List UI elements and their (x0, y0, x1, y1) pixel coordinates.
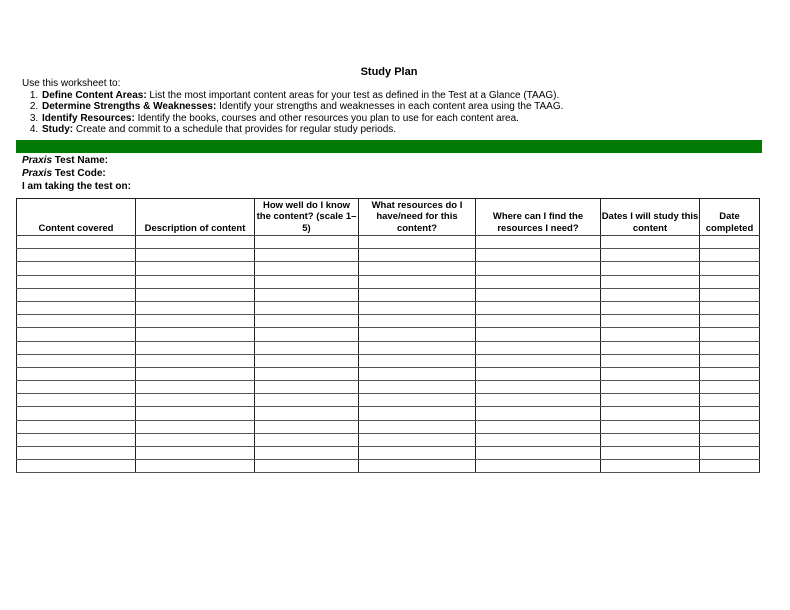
table-cell[interactable] (359, 381, 476, 394)
table-cell[interactable] (359, 262, 476, 275)
test-info-fields (22, 154, 131, 193)
table-row (17, 433, 760, 446)
table-cell[interactable] (17, 354, 136, 367)
table-cell[interactable] (700, 420, 760, 433)
table-cell[interactable] (700, 460, 760, 473)
table-cell[interactable] (359, 236, 476, 249)
table-row (17, 262, 760, 275)
table-cell[interactable] (255, 341, 359, 354)
praxis-label: Praxis (22, 168, 53, 179)
test-code-label: Test Code: (52, 168, 106, 179)
table-cell[interactable] (476, 381, 601, 394)
table-cell[interactable] (476, 460, 601, 473)
table-cell[interactable] (255, 301, 359, 314)
table-cell[interactable] (601, 381, 700, 394)
table-cell[interactable] (136, 447, 255, 460)
table-cell[interactable] (359, 275, 476, 288)
table-cell[interactable] (255, 394, 359, 407)
table-cell[interactable] (476, 354, 601, 367)
table-cell[interactable] (359, 407, 476, 420)
table-cell[interactable] (601, 460, 700, 473)
table-cell[interactable] (255, 420, 359, 433)
table-cell[interactable] (17, 394, 136, 407)
table-row (17, 394, 760, 407)
table-header-row (17, 199, 760, 236)
table-cell[interactable] (359, 288, 476, 301)
table-cell[interactable] (255, 354, 359, 367)
table-cell[interactable] (17, 341, 136, 354)
table-cell[interactable] (476, 301, 601, 314)
table-cell[interactable] (700, 288, 760, 301)
step-1 (41, 90, 563, 102)
table-cell[interactable] (136, 262, 255, 275)
column-header: Date completed (700, 199, 760, 236)
table-cell[interactable] (359, 394, 476, 407)
table-cell[interactable] (136, 341, 255, 354)
green-divider-bar (16, 140, 762, 153)
table-cell[interactable] (359, 433, 476, 446)
page-title: Study Plan (360, 66, 418, 78)
table-cell[interactable] (359, 249, 476, 262)
table-cell[interactable] (17, 262, 136, 275)
table-cell[interactable] (136, 381, 255, 394)
table-cell[interactable] (601, 249, 700, 262)
table-cell[interactable] (476, 262, 601, 275)
table-cell[interactable] (136, 407, 255, 420)
step-4-text: Create and commit to a schedule that provides for regular study periods. (73, 124, 397, 136)
table-cell[interactable] (255, 460, 359, 473)
table-cell[interactable] (476, 341, 601, 354)
study-plan-table (16, 198, 760, 473)
table-cell[interactable] (601, 367, 700, 380)
table-cell[interactable] (17, 381, 136, 394)
step-2 (41, 101, 563, 113)
table-cell[interactable] (136, 249, 255, 262)
table-cell[interactable] (255, 315, 359, 328)
table-row (17, 315, 760, 328)
table-cell[interactable] (700, 315, 760, 328)
table-row (17, 341, 760, 354)
table-cell[interactable] (476, 367, 601, 380)
table-cell[interactable] (601, 301, 700, 314)
table-cell[interactable] (255, 328, 359, 341)
table-cell[interactable] (700, 433, 760, 446)
step-4 (41, 124, 563, 136)
table-row (17, 447, 760, 460)
table-cell[interactable] (136, 420, 255, 433)
table-cell[interactable] (476, 447, 601, 460)
table-cell[interactable] (700, 301, 760, 314)
table-cell[interactable] (255, 381, 359, 394)
table-cell[interactable] (700, 341, 760, 354)
step-1-text: List the most important content areas for your test as defined in the Test at a Glance (TAAG). (146, 89, 560, 101)
table-cell[interactable] (700, 394, 760, 407)
test-date-field[interactable] (22, 180, 131, 193)
table-cell[interactable] (601, 275, 700, 288)
table-cell[interactable] (136, 236, 255, 249)
table-cell[interactable] (601, 262, 700, 275)
table-cell[interactable] (476, 328, 601, 341)
column-header: What resources do I have/need for this content? (359, 199, 476, 236)
column-header: How well do I know the content? (scale 1–5) (255, 199, 359, 236)
table-cell[interactable] (17, 236, 136, 249)
table-cell[interactable] (17, 315, 136, 328)
test-name-field[interactable] (22, 154, 131, 167)
table-cell[interactable] (700, 367, 760, 380)
table-cell[interactable] (17, 328, 136, 341)
table-cell[interactable] (476, 407, 601, 420)
table-cell[interactable] (601, 447, 700, 460)
table-row (17, 249, 760, 262)
table-cell[interactable] (17, 249, 136, 262)
table-cell[interactable] (136, 433, 255, 446)
table-cell[interactable] (359, 460, 476, 473)
table-row (17, 367, 760, 380)
table-row (17, 275, 760, 288)
table-cell[interactable] (700, 262, 760, 275)
table-cell[interactable] (476, 433, 601, 446)
table-cell[interactable] (476, 394, 601, 407)
instruction-steps (22, 90, 563, 136)
table-cell[interactable] (476, 275, 601, 288)
test-date-label: I am taking the test on: (22, 181, 131, 192)
table-cell[interactable] (136, 394, 255, 407)
table-cell[interactable] (700, 354, 760, 367)
step-2-heading: Determine Strengths & Weaknesses: (42, 101, 217, 113)
table-cell[interactable] (359, 301, 476, 314)
table-cell[interactable] (601, 420, 700, 433)
table-cell[interactable] (476, 236, 601, 249)
table-cell[interactable] (359, 447, 476, 460)
table-cell[interactable] (359, 420, 476, 433)
table-row (17, 288, 760, 301)
table-cell[interactable] (136, 460, 255, 473)
table-cell[interactable] (255, 288, 359, 301)
table-cell[interactable] (601, 433, 700, 446)
table-cell[interactable] (17, 288, 136, 301)
table-cell[interactable] (17, 460, 136, 473)
table-cell[interactable] (476, 420, 601, 433)
table-cell[interactable] (255, 367, 359, 380)
table-cell[interactable] (17, 367, 136, 380)
table-cell[interactable] (700, 328, 760, 341)
table-cell[interactable] (17, 301, 136, 314)
column-header: Content covered (17, 199, 136, 236)
table-cell[interactable] (700, 447, 760, 460)
table-cell[interactable] (359, 354, 476, 367)
table-cell[interactable] (601, 315, 700, 328)
column-header: Where can I find the resources I need? (476, 199, 601, 236)
test-code-field[interactable] (22, 167, 131, 180)
step-1-heading: Define Content Areas: (42, 89, 147, 101)
table-cell[interactable] (255, 447, 359, 460)
table-cell[interactable] (601, 328, 700, 341)
table-cell[interactable] (601, 288, 700, 301)
table-row (17, 420, 760, 433)
table-cell[interactable] (17, 447, 136, 460)
table-cell[interactable] (601, 394, 700, 407)
table-cell[interactable] (255, 262, 359, 275)
instructions-intro: Use this worksheet to: (22, 78, 121, 89)
table-cell[interactable] (700, 407, 760, 420)
table-cell[interactable] (601, 236, 700, 249)
step-3-heading: Identify Resources: (42, 112, 135, 124)
table-cell[interactable] (359, 341, 476, 354)
table-cell[interactable] (136, 354, 255, 367)
table-cell[interactable] (359, 367, 476, 380)
table-cell[interactable] (359, 315, 476, 328)
step-3-text: Identify the books, courses and other resources you plan to use for each content area. (134, 112, 519, 124)
table-cell[interactable] (601, 354, 700, 367)
table-cell[interactable] (17, 407, 136, 420)
table-cell[interactable] (255, 275, 359, 288)
table-cell[interactable] (17, 420, 136, 433)
table-cell[interactable] (136, 301, 255, 314)
praxis-label: Praxis (22, 155, 53, 166)
table-row (17, 381, 760, 394)
step-2-text: Identify your strengths and weaknesses in each content area using the TAAG. (216, 101, 564, 113)
instructions (22, 78, 563, 136)
table-cell[interactable] (476, 288, 601, 301)
table-row (17, 460, 760, 473)
table-cell[interactable] (359, 328, 476, 341)
step-4-heading: Study: (42, 124, 74, 136)
table-cell[interactable] (136, 288, 255, 301)
table-row (17, 236, 760, 249)
table-row (17, 301, 760, 314)
table-cell[interactable] (255, 249, 359, 262)
table-cell[interactable] (136, 275, 255, 288)
table-row (17, 328, 760, 341)
table-cell[interactable] (17, 433, 136, 446)
table-cell[interactable] (601, 341, 700, 354)
table-cell[interactable] (700, 381, 760, 394)
table-cell[interactable] (136, 315, 255, 328)
table-cell[interactable] (700, 249, 760, 262)
column-header: Dates I will study this content (601, 199, 700, 236)
table-cell[interactable] (17, 275, 136, 288)
table-cell[interactable] (700, 236, 760, 249)
table-cell[interactable] (476, 315, 601, 328)
table-cell[interactable] (700, 275, 760, 288)
table-row (17, 354, 760, 367)
table-row (17, 407, 760, 420)
table-cell[interactable] (601, 407, 700, 420)
test-name-label: Test Name: (52, 155, 108, 166)
table-cell[interactable] (255, 407, 359, 420)
table-cell[interactable] (136, 328, 255, 341)
table-cell[interactable] (136, 367, 255, 380)
column-header: Description of content (136, 199, 255, 236)
table-cell[interactable] (476, 249, 601, 262)
step-3 (41, 113, 563, 125)
table-cell[interactable] (255, 433, 359, 446)
table-cell[interactable] (255, 236, 359, 249)
